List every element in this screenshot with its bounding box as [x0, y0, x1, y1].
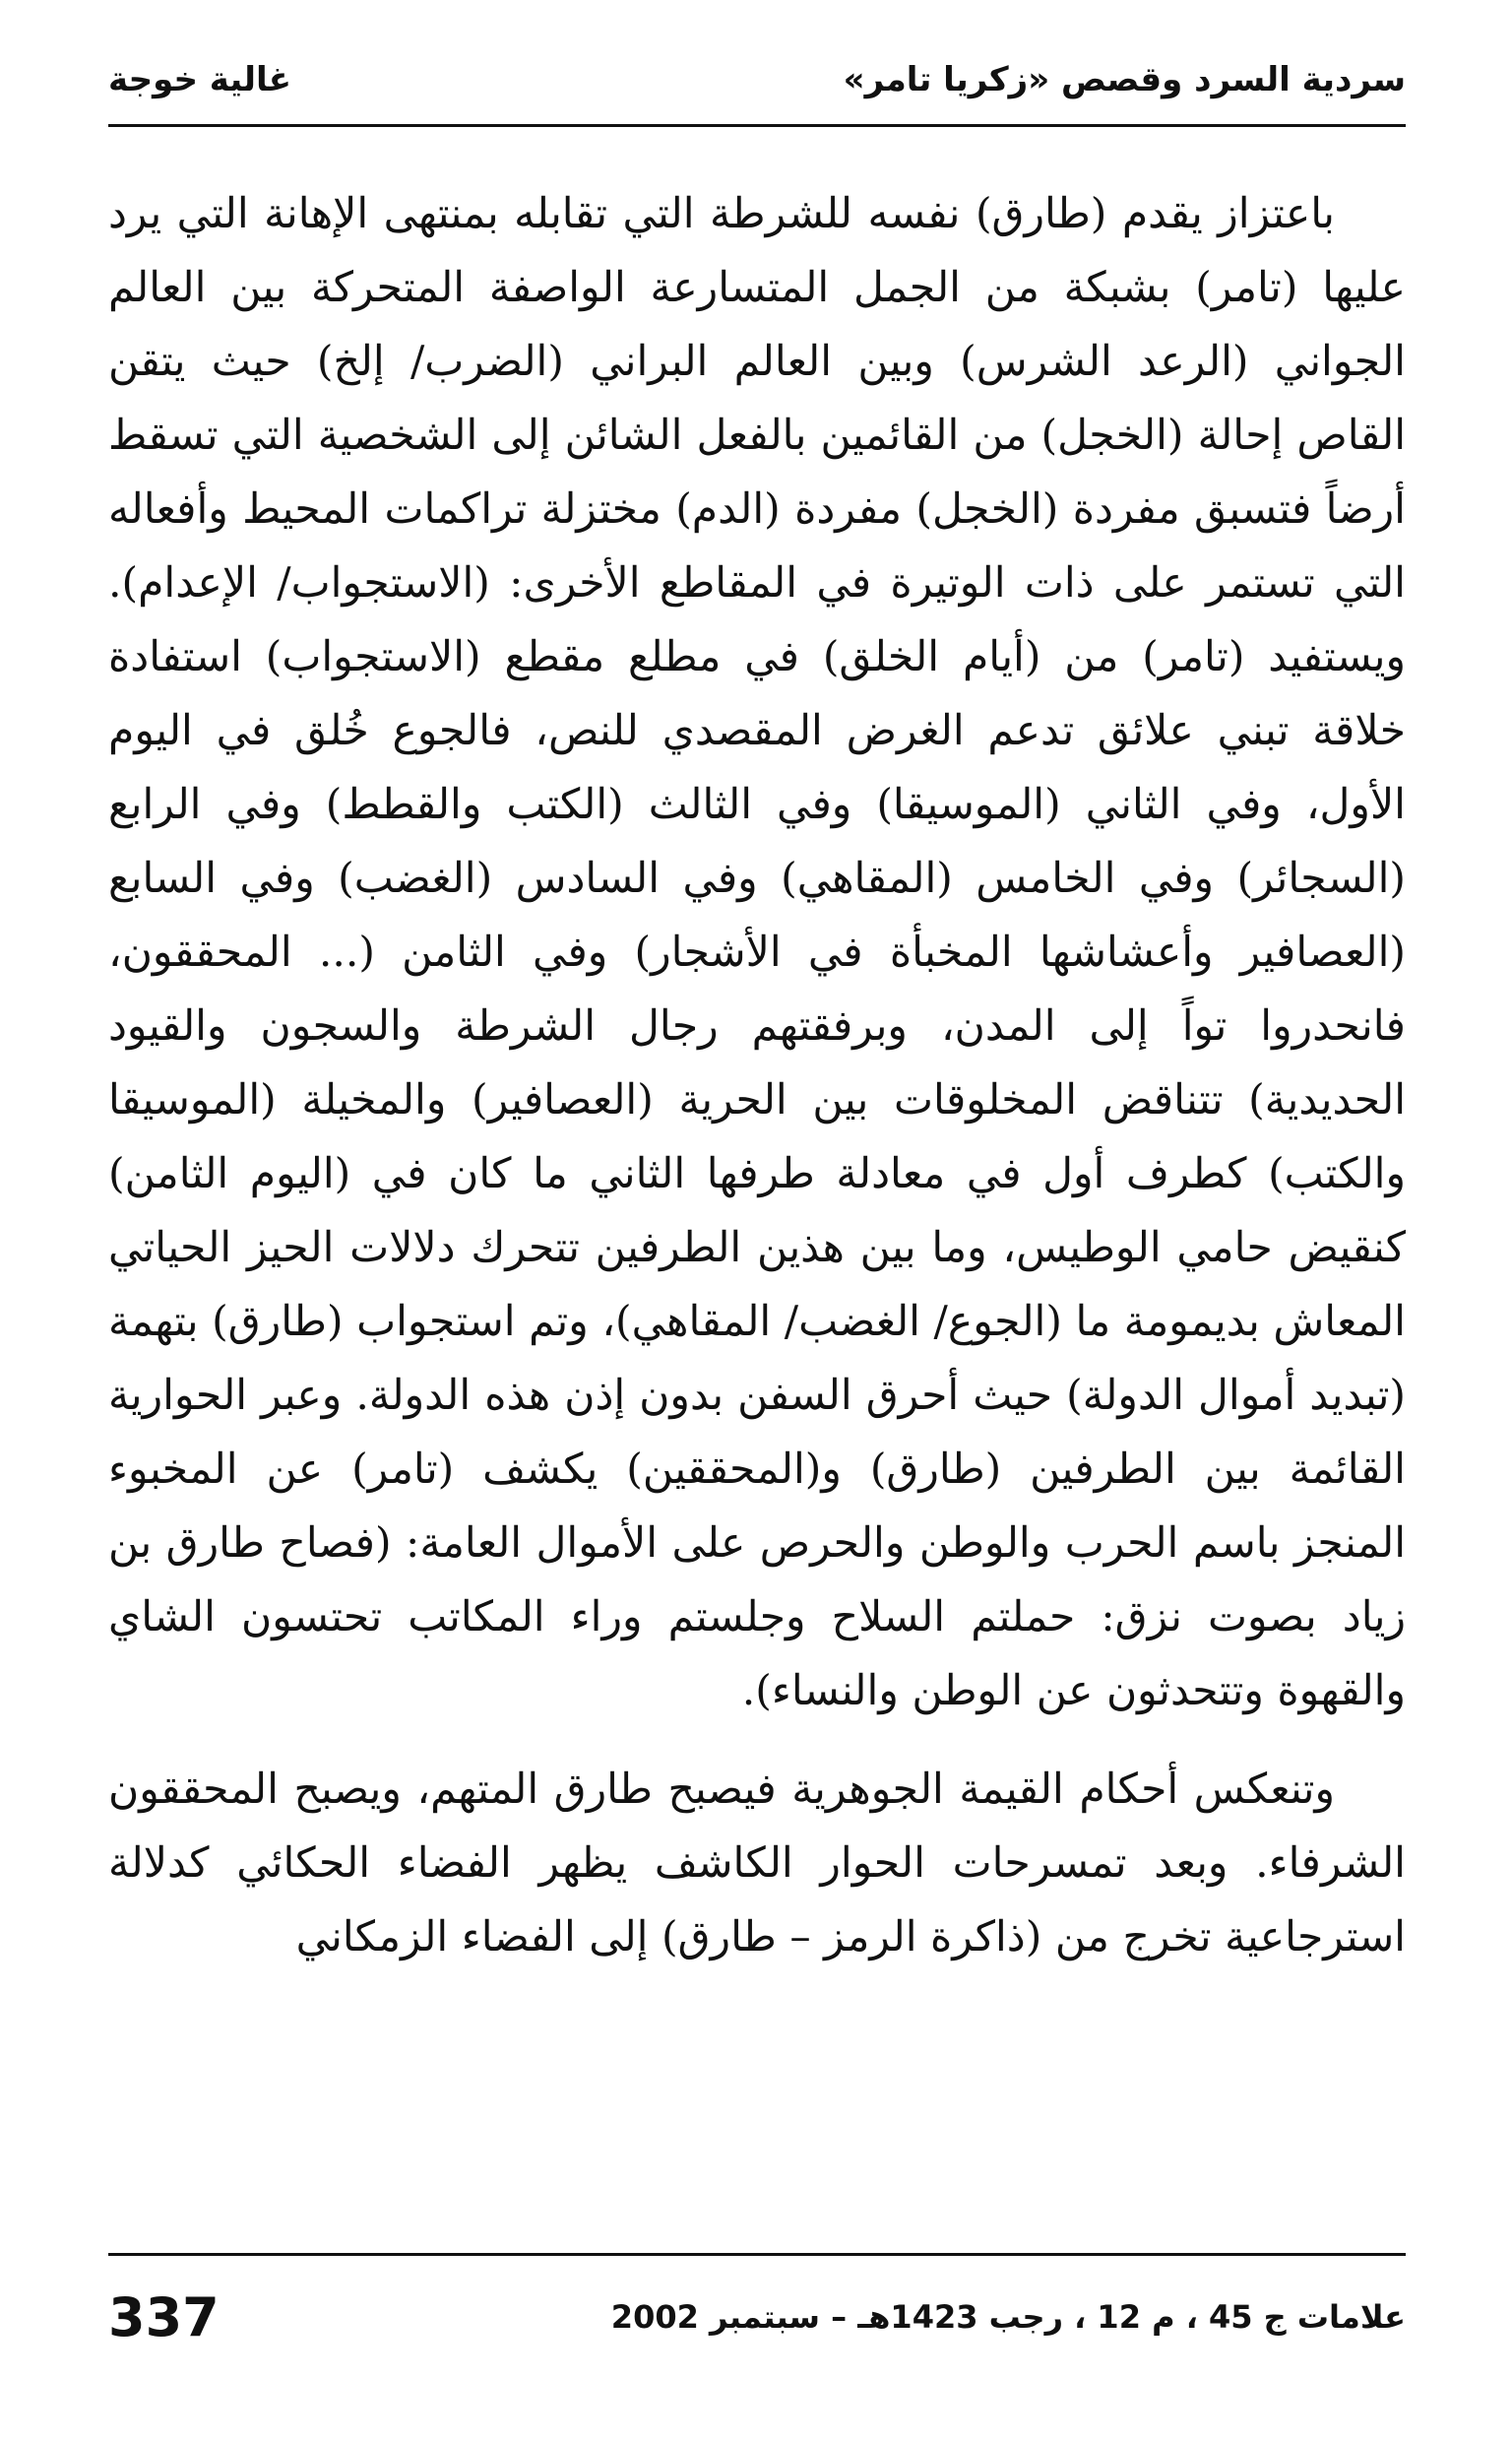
author-name: غالية خوجة	[108, 60, 292, 99]
running-header	[108, 39, 1406, 120]
header-divider	[108, 124, 1406, 127]
journal-info: علامات ج 45 ، م 12 ، رجب 1423هـ – سبتمبر 2002	[610, 2298, 1406, 2336]
body-text	[108, 177, 1406, 1974]
page-number: 337	[108, 2285, 220, 2348]
running-footer	[108, 2273, 1406, 2361]
paragraph-1: باعتزاز يقدم (طارق) نفسه للشرطة التي تقابله بمنتهى الإهانة التي يرد عليها (تامر) بشبكة من الجمل المتسارعة الواصفة المتحركة بين العالم الجواني (الرعد الشرس) وبين العالم البراني (الضرب/ إلخ) حيث يتقن القاص إحالة (الخجل) من القائمين بالفعل الشائن إلى الشخصية التي تسقط أرضاً فتسبق مفردة (الخجل) مفردة (الدم) مختزلة تراكمات المحيط وأفعاله التي تستمر على ذات الوتيرة في المقاطع الأخرى: (الاستجواب/ الإعدام). ويستفيد (تامر) من (أيام الخلق) في مطلع مقطع (الاستجواب) استفادة خلاقة تبني علائق تدعم الغرض المقصدي للنص، فالجوع خُلق في اليوم الأول، وفي الثاني (الموسيقا) وفي الثالث (الكتب والقطط) وفي الرابع (السجائر) وفي الخامس (المقاهي) وفي السادس (الغضب) وفي السابع (العصافير وأعشاشها المخبأة في الأشجار) وفي الثامن (... المحققون، فانحدروا تواً إلى المدن، وبرفقتهم رجال الشرطة والسجون والقيود الحديدية) تتناقض المخلوقات بين الحرية (العصافير) والمخيلة (الموسيقا والكتب) كطرف أول في معادلة طرفها الثاني ما كان في (اليوم الثامن) كنقيض حامي الوطيس، وما بين هذين الطرفين تتحرك دلالات الحيز الحياتي المعاش بديمومة ما (الجوع/ الغضب/ المقاهي)، وتم استجواب (طارق) بتهمة (تبديد أموال الدولة) حيث أحرق السفن بدون إذن هذه الدولة. وعبر الحوارية القائمة بين الطرفين (طارق) و(المحققين) يكشف (تامر) عن المخبوء المنجز باسم الحرب والوطن والحرص على الأموال العامة: (فصاح طارق بن زياد بصوت نزق: حملتم السلاح وجلستم وراء المكاتب تحتسون الشاي والقهوة وتتحدثون عن الوطن والنساء).	[108, 190, 1406, 1715]
document-page	[108, 39, 1406, 2403]
paragraph-2: وتنعكس أحكام القيمة الجوهرية فيصبح طارق المتهم، ويصبح المحققون الشرفاء. وبعد تمسرحات الحوار الكاشف يظهر الفضاء الحكائي كدلالة استرجاعية تخرج من (ذاكرة الرمز – طارق) إلى الفضاء الزمكاني	[108, 1766, 1406, 1961]
footer-divider	[108, 2253, 1406, 2256]
article-title: سردية السرد وقصص «زكريا تامر»	[843, 60, 1406, 99]
